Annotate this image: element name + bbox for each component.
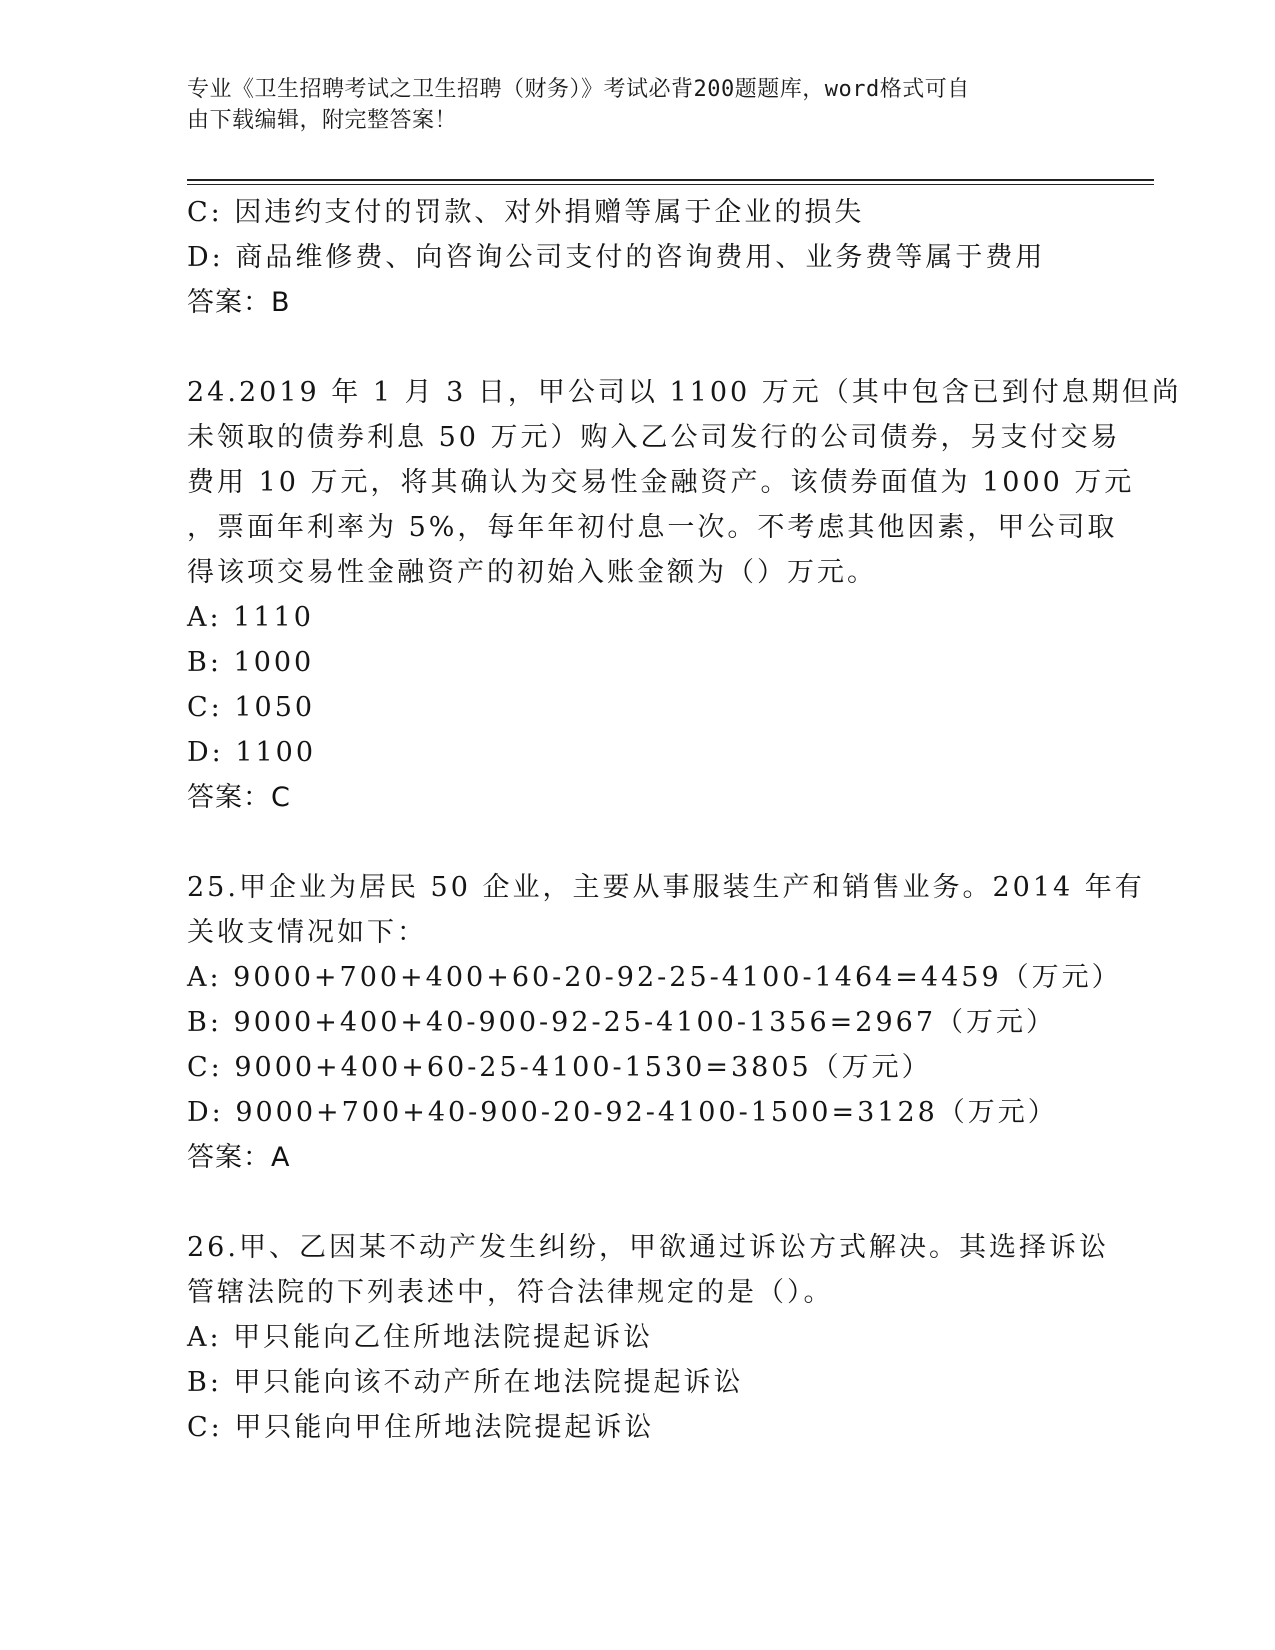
option-c: C: 甲只能向甲住所地法院提起诉讼 <box>187 1412 655 1443</box>
option-c: C: 1050 <box>187 692 316 723</box>
document-header <box>187 74 1067 136</box>
header-divider-thick <box>187 179 1154 181</box>
question-text-line: 未领取的债券利息 50 万元）购入乙公司发行的公司债券，另支付交易 <box>187 422 1121 453</box>
spacer <box>187 820 1087 865</box>
question-text-line: 24.2019 年 1 月 3 日，甲公司以 1100 万元（其中包含已到付息期但尚 <box>187 377 1182 408</box>
option-b: B: 1000 <box>187 647 315 678</box>
answer-line: 答案：C <box>187 782 291 813</box>
question-text-line: 管辖法院的下列表述中，符合法律规定的是（）。 <box>187 1277 834 1308</box>
question-25 <box>187 865 1145 1180</box>
option-b: B: 9000+400+40-900-92-25-4100-1356=2967（万元） <box>187 1007 1056 1038</box>
header-divider-thin <box>187 184 1154 185</box>
header-line-1: 专业《卫生招聘考试之卫生招聘（财务）》考试必背200题题库，word格式可自 <box>187 77 970 102</box>
header-line-2: 由下载编辑，附完整答案！ <box>187 108 458 133</box>
option-d: D: 1100 <box>187 737 317 768</box>
question-text-line: 26.甲、乙因某不动产发生纠纷，甲欲通过诉讼方式解决。其选择诉讼 <box>187 1232 1109 1263</box>
option-a: A: 1110 <box>187 602 314 633</box>
option-d: D: 9000+700+40-900-20-92-4100-1500=3128（万元） <box>187 1097 1058 1128</box>
option-b: B: 甲只能向该不动产所在地法院提起诉讼 <box>187 1367 744 1398</box>
question-text-line: ，票面年利率为 5%，每年年初付息一次。不考虑其他因素，甲公司取 <box>187 512 1118 543</box>
answer-line: 答案：B <box>187 287 291 318</box>
option-d: D: 商品维修费、向咨询公司支付的咨询费用、业务费等属于费用 <box>187 242 1046 273</box>
option-a: A: 甲只能向乙住所地法院提起诉讼 <box>187 1322 654 1353</box>
question-text-line: 关收支情况如下： <box>187 917 427 948</box>
option-c: C: 因违约支付的罚款、对外捐赠等属于企业的损失 <box>187 197 865 228</box>
spacer <box>187 325 1087 370</box>
question-text-line: 25.甲企业为居民 50 企业，主要从事服装生产和销售业务。2014 年有 <box>187 872 1145 903</box>
question-24 <box>187 370 1182 820</box>
spacer <box>187 1180 1087 1225</box>
option-c: C: 9000+400+60-25-4100-1530=3805（万元） <box>187 1052 932 1083</box>
question-26 <box>187 1225 1109 1450</box>
answer-line: 答案：A <box>187 1142 291 1173</box>
question-23-tail <box>187 190 1087 325</box>
option-a: A: 9000+700+400+60-20-92-25-4100-1464=4459（万元） <box>187 962 1122 993</box>
question-text-line: 得该项交易性金融资产的初始入账金额为（）万元。 <box>187 557 877 588</box>
question-text-line: 费用 10 万元，将其确认为交易性金融资产。该债券面值为 1000 万元 <box>187 467 1135 498</box>
document-body <box>187 190 1182 1450</box>
